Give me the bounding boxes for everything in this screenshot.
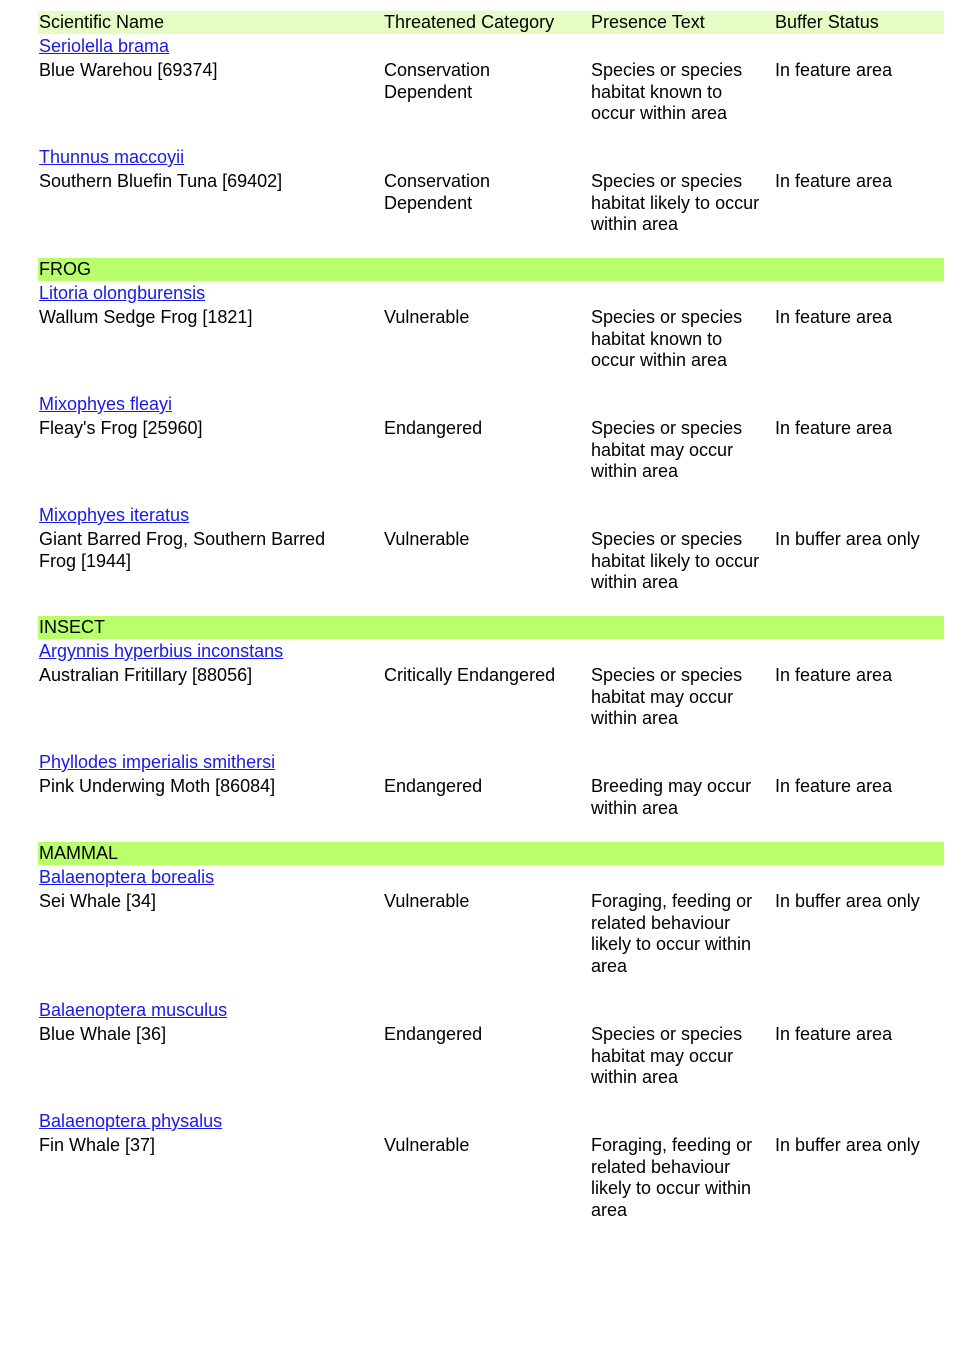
group-label: FROG [39,259,91,279]
buffer-status: In buffer area only [775,1135,920,1155]
buffer-status: In feature area [775,60,893,80]
species-link[interactable]: Mixophyes iteratus [39,505,190,525]
header-scientific-name: Scientific Name [39,12,165,32]
common-name: Fleay's Frog [25960] [39,418,203,438]
presence-text: Breeding may occur within area [591,776,752,818]
species-link[interactable]: Thunnus maccoyii [39,147,185,167]
species-link[interactable]: Balaenoptera borealis [39,867,215,887]
species-link[interactable]: Balaenoptera musculus [39,1000,228,1020]
threatened-category: Vulnerable [384,307,470,327]
threatened-category: Conservation Dependent [384,171,491,213]
presence-text: Species or species habitat known to occur within area [591,307,743,370]
species-link[interactable]: Mixophyes fleayi [39,394,173,414]
threatened-category: Vulnerable [384,891,470,911]
group-label: INSECT [39,617,106,637]
presence-text: Species or species habitat likely to occur within area [591,171,760,234]
presence-text: Species or species habitat may occur within area [591,418,743,481]
buffer-status: In feature area [775,776,893,796]
presence-text: Species or species habitat likely to occur within area [591,529,760,592]
threatened-category: Endangered [384,776,483,796]
species-link[interactable]: Seriolella brama [39,36,170,56]
common-name: Sei Whale [34] [39,891,157,911]
species-link[interactable]: Litoria olongburensis [39,283,206,303]
species-link[interactable]: Phyllodes imperialis smithersi [39,752,276,772]
common-name: Pink Underwing Moth [86084] [39,776,276,796]
buffer-status: In buffer area only [775,891,920,911]
common-name: Blue Whale [36] [39,1024,167,1044]
presence-text: Species or species habitat known to occur within area [591,60,743,123]
presence-text: Foraging, feeding or related behaviour likely to occur within area [591,891,753,976]
common-name: Blue Warehou [69374] [39,60,218,80]
species-link[interactable]: Argynnis hyperbius inconstans [39,641,284,661]
common-name: Fin Whale [37] [39,1135,156,1155]
header-buffer-status: Buffer Status [775,12,879,32]
threatened-category: Vulnerable [384,529,470,549]
presence-text: Species or species habitat may occur within area [591,1024,743,1087]
group-header-frog [38,258,944,281]
species-link[interactable]: Balaenoptera physalus [39,1111,223,1131]
presence-text: Species or species habitat may occur within area [591,665,743,728]
group-header-mammal [38,842,944,865]
buffer-status: In feature area [775,418,893,438]
common-name: Southern Bluefin Tuna [69402] [39,171,283,191]
table-header-row [38,11,944,34]
threatened-category: Critically Endangered [384,665,556,685]
buffer-status: In feature area [775,1024,893,1044]
buffer-status: In buffer area only [775,529,920,549]
threatened-category: Conservation Dependent [384,60,491,102]
presence-text: Foraging, feeding or related behaviour likely to occur within area [591,1135,753,1220]
common-name: Australian Fritillary [88056] [39,665,253,685]
group-header-insect [38,616,944,639]
buffer-status: In feature area [775,665,893,685]
header-presence-text: Presence Text [591,12,705,32]
common-name: Wallum Sedge Frog [1821] [39,307,253,327]
common-name: Giant Barred Frog, Southern Barred Frog [1944] [39,529,326,571]
threatened-category: Endangered [384,418,483,438]
buffer-status: In feature area [775,171,893,191]
threatened-category: Endangered [384,1024,483,1044]
header-threatened-category: Threatened Category [384,12,555,32]
buffer-status: In feature area [775,307,893,327]
group-label: MAMMAL [39,843,119,863]
threatened-category: Vulnerable [384,1135,470,1155]
